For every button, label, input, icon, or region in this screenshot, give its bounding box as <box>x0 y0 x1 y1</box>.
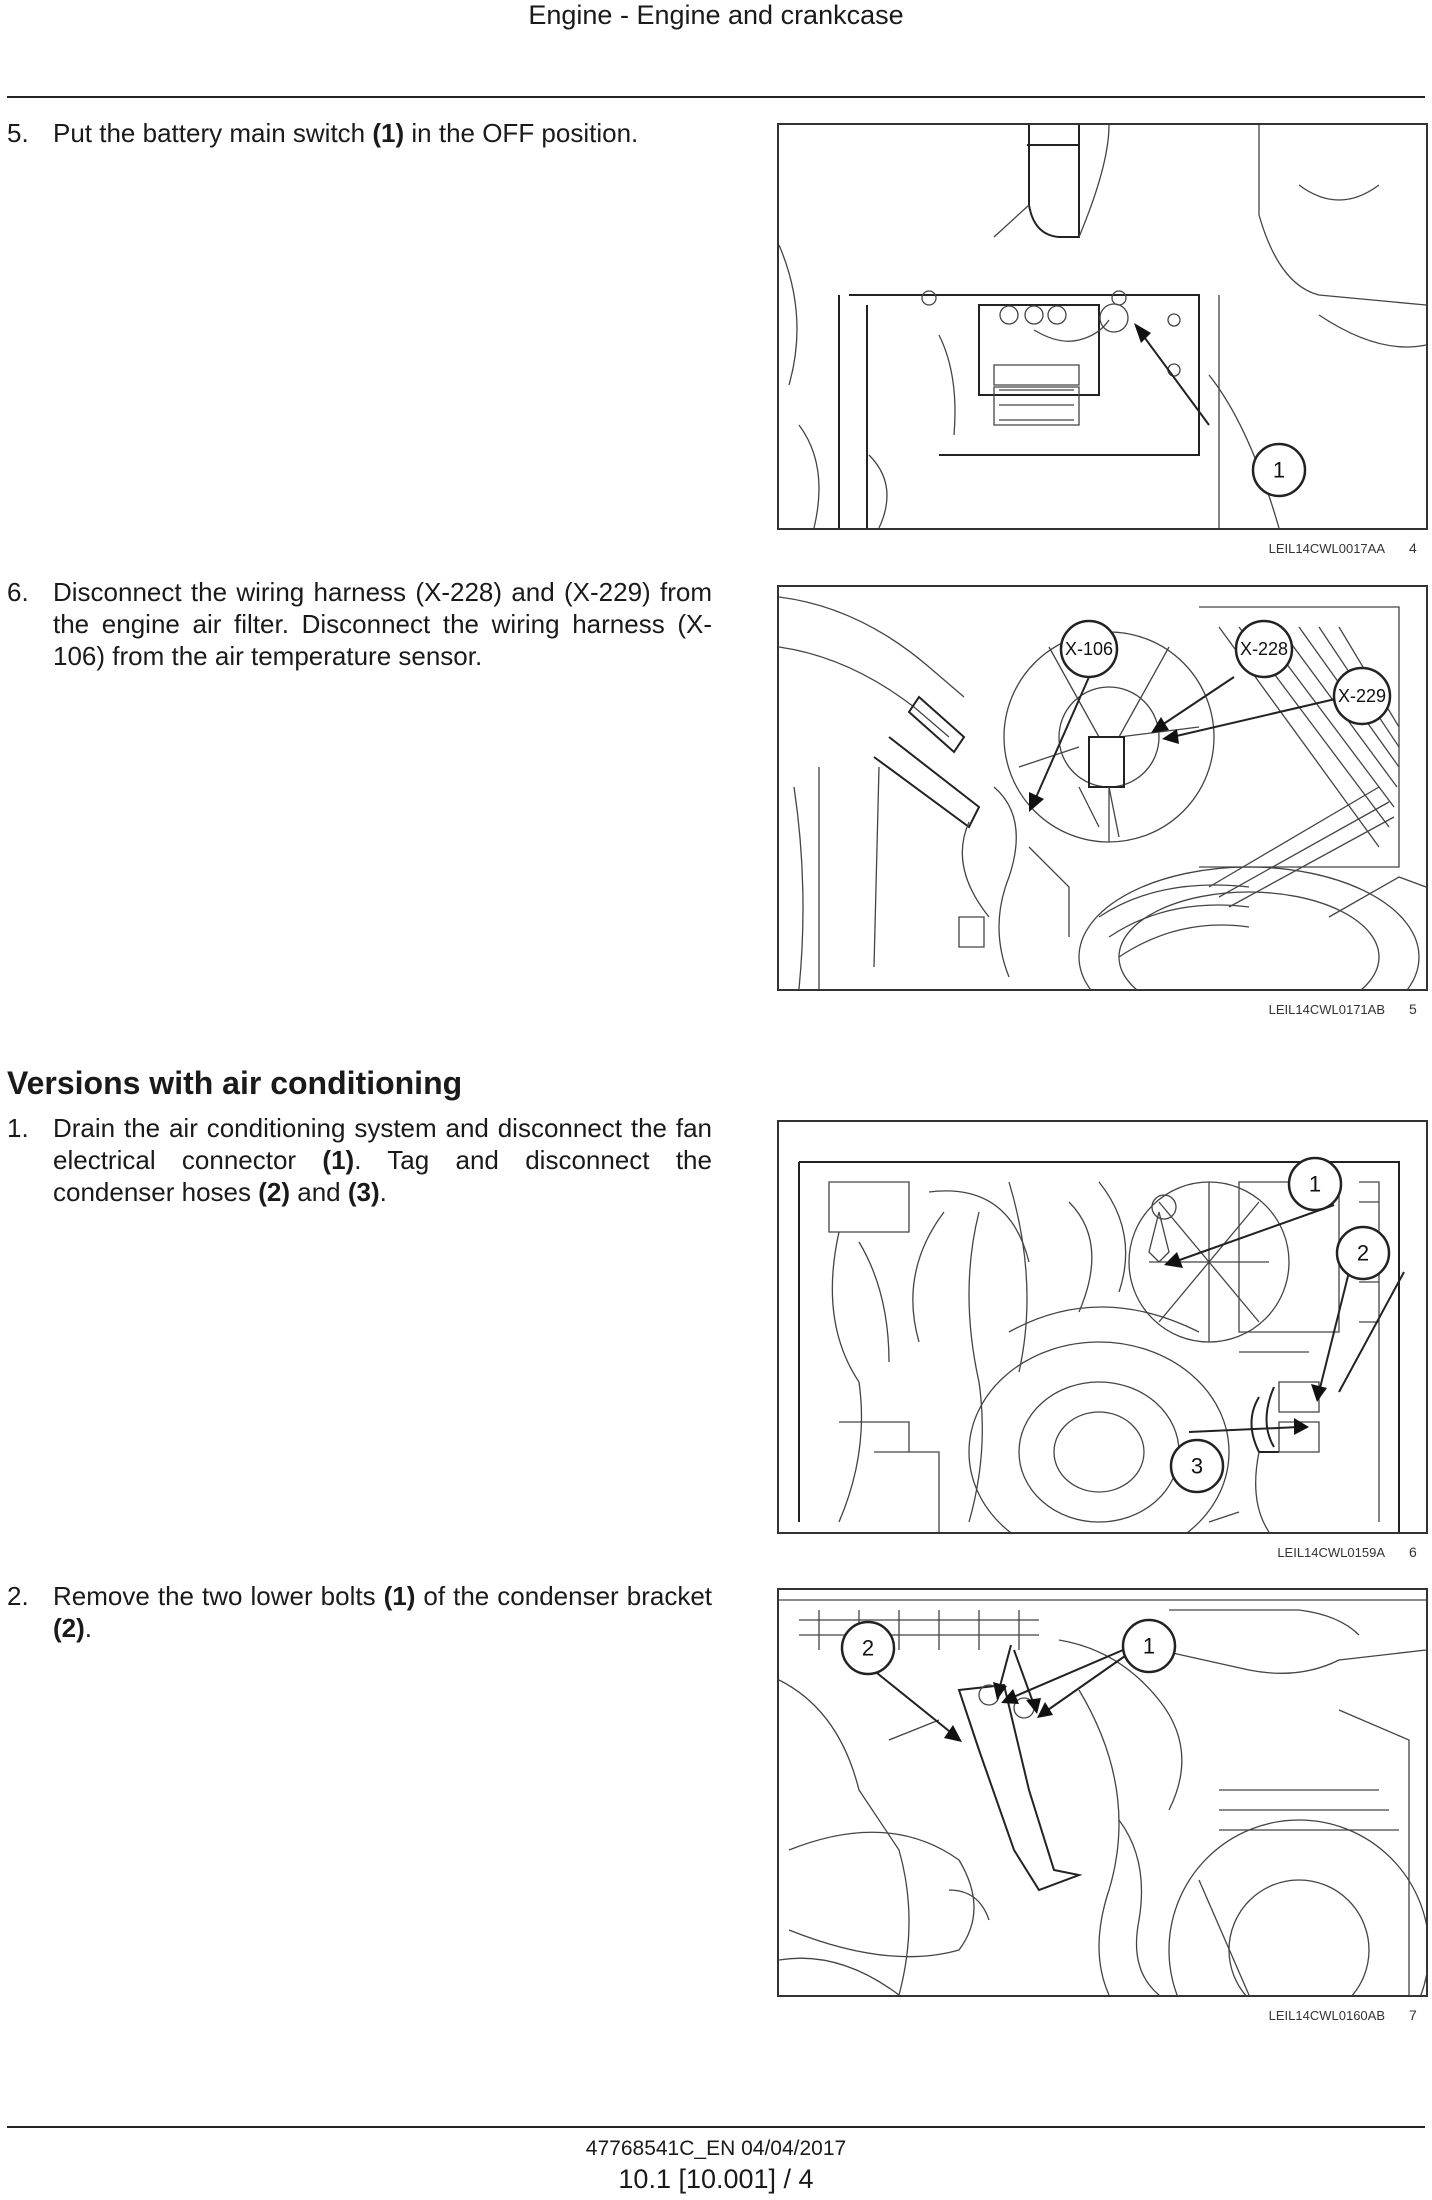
step-text: Remove the two lower bolts (1) of the condenser bracket (2). <box>53 1581 713 1643</box>
step-text: Drain the air conditioning system and disconnect the fan electrical connector (1). Tag and disconnect the condenser hoses (2) and (3). <box>53 1113 712 1207</box>
step-number: 6. <box>7 577 29 607</box>
svg-text:2: 2 <box>1356 1240 1370 1266</box>
step-6 <box>7 576 712 672</box>
svg-text:X-228: X-228 <box>1239 639 1289 659</box>
step-text: Put the battery main switch (1) in the OFF position. <box>53 118 639 148</box>
figure-6-callout-1 <box>1289 1158 1341 1210</box>
step-number: 2. <box>7 1581 29 1611</box>
svg-text:X-106: X-106 <box>1064 639 1114 659</box>
figure-5-callout-x229 <box>1334 668 1390 724</box>
figure-5-illustration <box>777 585 1428 991</box>
svg-text:X-229: X-229 <box>1337 686 1387 706</box>
section-heading: Versions with air conditioning <box>7 1065 463 1101</box>
header-divider <box>7 96 1425 98</box>
figure-4-callout-1 <box>1253 444 1305 496</box>
figure-6-number: 6 <box>1409 1544 1417 1560</box>
svg-text:3: 3 <box>1190 1453 1204 1479</box>
footer-page-number: 10.1 [10.001] / 4 <box>618 2164 814 2194</box>
figure-7-number: 7 <box>1409 2007 1417 2023</box>
figure-4-number: 4 <box>1409 540 1417 556</box>
figure-5-callout-x228 <box>1236 621 1292 677</box>
svg-text:1: 1 <box>1272 457 1286 483</box>
svg-text:1: 1 <box>1142 1633 1156 1659</box>
figure-7-callout-2 <box>842 1622 894 1674</box>
svg-text:2: 2 <box>861 1635 875 1661</box>
figure-7-code: LEIL14CWL0160AB <box>1268 2008 1385 2023</box>
figure-4-code: LEIL14CWL0017AA <box>1268 541 1385 556</box>
figure-6-code: LEIL14CWL0159A <box>1277 1545 1385 1560</box>
step-5 <box>7 117 712 149</box>
page-header-title: Engine - Engine and crankcase <box>528 0 904 30</box>
figure-7-illustration <box>777 1588 1428 1997</box>
figure-6-callout-2 <box>1337 1227 1389 1279</box>
svg-text:1: 1 <box>1308 1171 1322 1197</box>
ac-step-2 <box>7 1580 712 1644</box>
step-number: 1. <box>7 1113 29 1143</box>
figure-6-illustration <box>777 1120 1428 1534</box>
figure-6-callout-3 <box>1171 1440 1223 1492</box>
footer-divider <box>7 2126 1425 2128</box>
footer-document-code: 47768541C_EN 04/04/2017 <box>585 2137 847 2160</box>
step-text: Disconnect the wiring harness (X-228) and (X-229) from the engine air filter. Disconnect the wiring harness (X-106) from the air temperature sensor. <box>53 577 712 671</box>
ac-step-1 <box>7 1112 712 1208</box>
figure-4-illustration <box>777 123 1428 530</box>
figure-5-code: LEIL14CWL0171AB <box>1268 1002 1385 1017</box>
step-number: 5. <box>7 118 29 148</box>
figure-7-callout-1 <box>1123 1620 1175 1672</box>
figure-5-callout-x106 <box>1061 621 1117 677</box>
figure-5-number: 5 <box>1409 1001 1417 1017</box>
